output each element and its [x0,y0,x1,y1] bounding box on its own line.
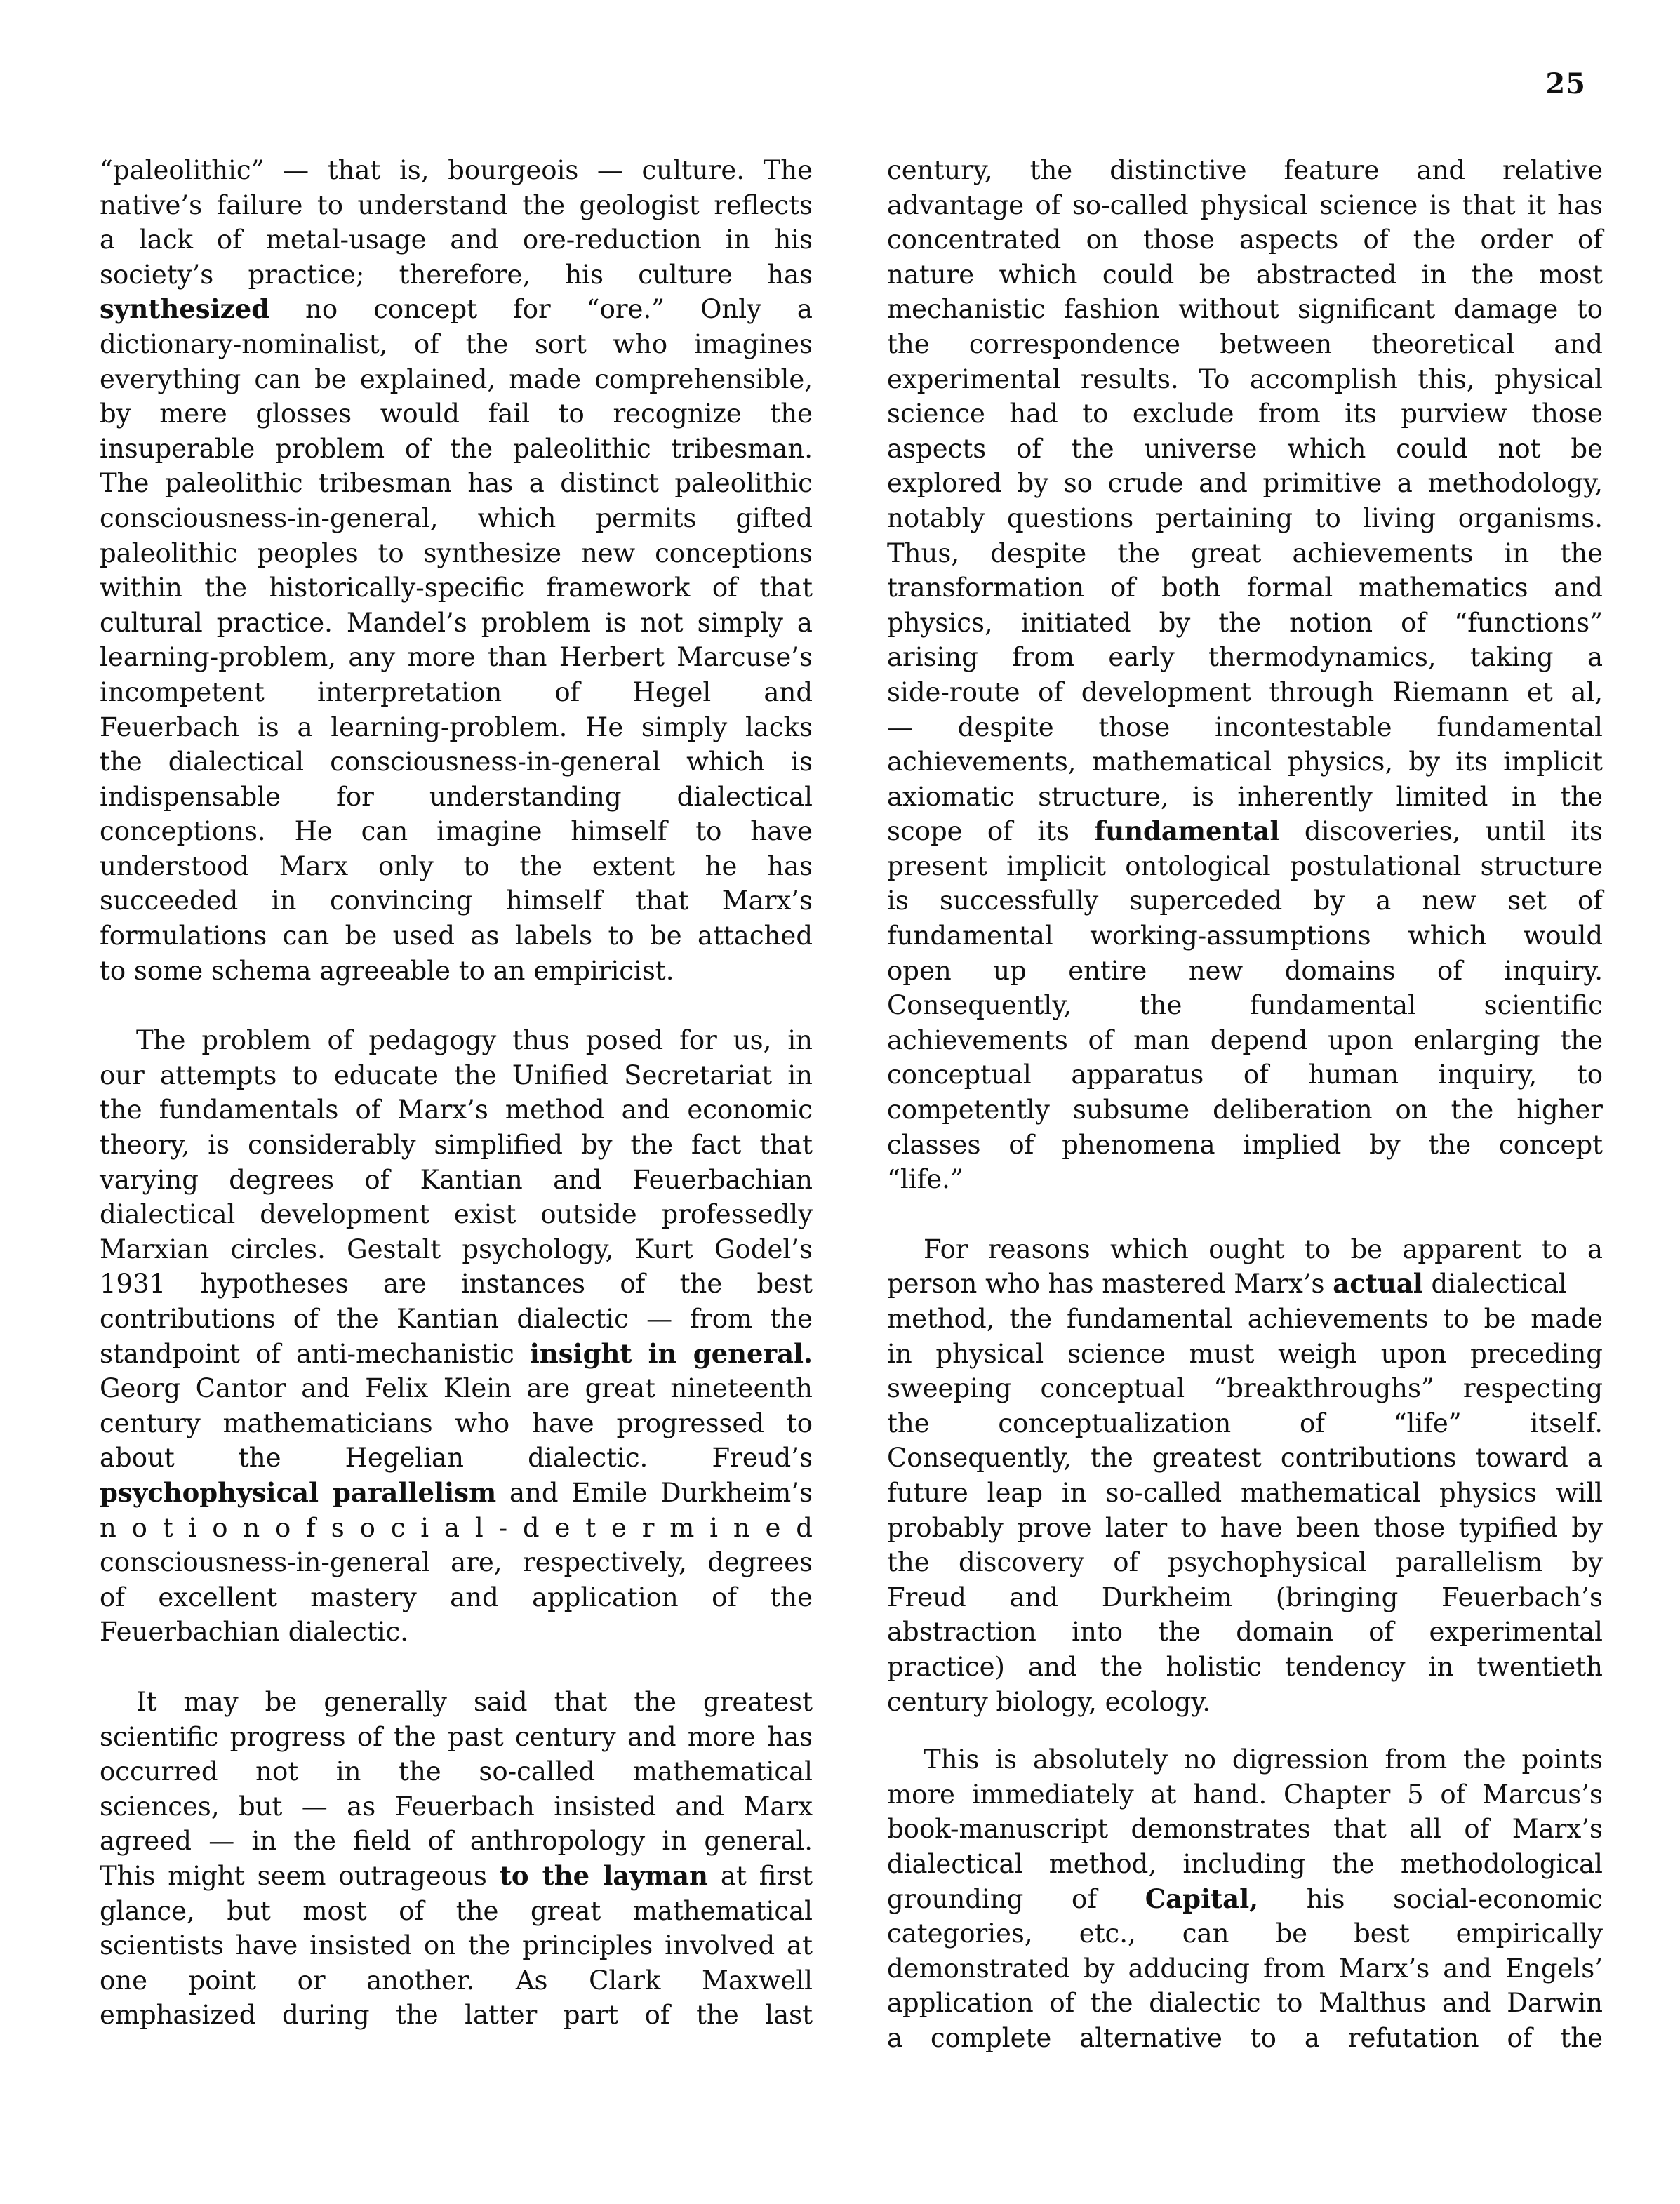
text-line [887,606,1603,641]
text-run: Marxian circles. Gestalt psychology, Kurt Godel’s [100,1234,813,1264]
text-line [887,222,1603,258]
text-line [100,1232,813,1267]
right-column [887,153,1603,2055]
text-run: consciousness-in-general are, respectively, degrees [100,1547,813,1578]
text-run: about the Hegelian dialectic. Freud’s [100,1443,813,1474]
text-line [887,1742,1603,1777]
text-run: This might seem outrageous [100,1860,500,1891]
text-line [887,1267,1603,1302]
text-line [100,1685,813,1720]
text-run: agreed — in the field of anthropology in general. [100,1826,813,1857]
text-line [100,1859,813,1894]
text-run: incompetent interpretation of Hegel and [100,676,813,707]
text-line [100,1894,813,1929]
text-line [887,501,1603,536]
text-line [887,1650,1603,1685]
text-run: Feuerbachian dialectic. [100,1617,408,1648]
text-run: mechanistic fashion without significant damage to [887,294,1603,325]
text-run: The paleolithic tribesman has a distinct paleolithic [100,468,813,499]
text-line [100,1824,813,1859]
text-run: succeeded in convincing himself that Marx’s [100,886,813,916]
text-line [100,292,813,327]
text-run: “life.” [887,1164,964,1195]
text-run: book-manuscript demonstrates that all of Marx’s [887,1814,1603,1845]
text-run: sweeping conceptual “breakthroughs” respecting [887,1373,1603,1404]
text-line [100,466,813,501]
text-run: of excellent mastery and application of the [100,1582,813,1612]
text-run: person who has mastered Marx’s [887,1269,1333,1300]
text-run: Consequently, the greatest contributions toward a [887,1443,1603,1474]
text-run: “paleolithic” — that is, bourgeois — culture. The [100,155,813,185]
text-line [887,2021,1603,2056]
text-line [100,1789,813,1824]
text-line [100,1998,813,2033]
text-line [100,919,813,954]
text-run: at first [707,1860,813,1891]
text-run: the fundamentals of Marx’s method and economic [100,1095,813,1126]
text-line [887,466,1603,501]
text-run: classes of phenomena implied by the concept [887,1129,1603,1160]
text-line [887,675,1603,710]
paragraph-gap [100,988,813,1023]
text-run: the conceptualization of “life” itself. [887,1408,1603,1438]
text-run: the dialectical consciousness-in-general which is [100,747,813,777]
bold-text: psychophysical parallelism [100,1476,497,1508]
text-line [887,327,1603,362]
text-line [100,258,813,293]
text-line [100,883,813,919]
text-line [887,536,1603,571]
text-line [100,744,813,780]
text-run: formulations can be used as labels to be attached [100,921,813,951]
text-line [100,606,813,641]
text-line [100,1023,813,1058]
text-line [887,292,1603,327]
text-line [887,919,1603,954]
text-run: achievements of man depend upon enlarging the [887,1024,1603,1055]
text-line [887,883,1603,919]
text-line [100,675,813,710]
text-line [887,954,1603,989]
text-line [887,1371,1603,1406]
text-run: explored by so crude and primitive a methodology, [887,468,1603,499]
paragraph [887,1742,1603,2055]
text-run: cultural practice. Mandel’s problem is not simply a [100,607,813,638]
text-run: Thus, despite the great achievements in the [887,537,1603,568]
text-run: arising from early thermodynamics, taking a [887,642,1603,673]
text-run: consciousness-in-general, which permits gifted [100,502,813,533]
text-run: the correspondence between theoretical and [887,328,1603,359]
text-run: a lack of metal-usage and ore-reduction in his [100,225,813,255]
text-line [100,222,813,258]
bold-text: to the layman [499,1859,708,1891]
text-line [887,1847,1603,1882]
text-run: in physical science must weigh upon preceding [887,1338,1603,1369]
text-run: contributions of the Kantian dialectic — from the [100,1304,813,1334]
text-run: dialectical development exist outside professedly [100,1199,813,1230]
text-line [100,1163,813,1198]
text-line [100,327,813,362]
text-run: discoveries, until its [1279,816,1603,847]
text-run: sciences, but — as Feuerbach insisted and Marx [100,1791,813,1822]
text-line [100,570,813,606]
text-line [100,710,813,745]
text-line [887,1777,1603,1812]
text-line [887,258,1603,293]
text-line [887,1406,1603,1441]
text-line [887,988,1603,1023]
text-line [887,1441,1603,1476]
text-run: Georg Cantor and Felix Klein are great nineteenth [100,1373,813,1404]
text-line [100,1928,813,1963]
text-run: Consequently, the fundamental scientific [887,990,1603,1021]
left-column [100,153,813,2033]
paragraph [100,153,813,988]
text-run: is successfully superceded by a new set of [887,886,1603,916]
text-run: side-route of development through Riemann et al, [887,676,1603,707]
text-line [100,1580,813,1615]
text-run: glance, but most of the great mathematical [100,1895,813,1926]
bold-text: actual [1333,1268,1423,1300]
text-run: grounding of [887,1883,1145,1914]
text-line [887,1615,1603,1650]
bold-text: insight in general. [529,1337,813,1369]
text-run: standpoint of anti-mechanistic [100,1338,530,1369]
text-run: n o t i o n o f s o c i a l - d e t e r m i n e d [100,1512,813,1543]
text-run: scientific progress of the past century and more has [100,1721,813,1752]
text-run: our attempts to educate the Unified Secretariat in [100,1060,813,1090]
page-number: 25 [1545,67,1586,100]
text-run: one point or another. As Clark Maxwell [100,1965,813,1996]
text-run: competently subsume deliberation on the higher [887,1095,1603,1126]
text-line [887,1951,1603,1986]
text-run: century, the distinctive feature and relative [887,155,1603,185]
paragraph [887,1232,1603,1719]
text-run: present implicit ontological postulational structure [887,850,1603,881]
text-line [887,1545,1603,1580]
text-run: categories, etc., can be best empirically [887,1918,1603,1949]
text-run: by mere glosses would fail to recognize the [100,399,813,429]
text-run: For reasons which ought to be apparent to a [924,1234,1603,1264]
text-run: scientists have insisted on the principles involved at [100,1930,813,1961]
text-run: abstraction into the domain of experimental [887,1617,1603,1648]
text-run: dialectical [1422,1269,1567,1300]
text-run: demonstrated by adducing from Marx’s and Engels’ [887,1953,1603,1984]
text-run: varying degrees of Kantian and Feuerbachian [100,1164,813,1195]
paragraph-gap [887,1719,1603,1742]
text-line [100,1406,813,1441]
text-run: dialectical method, including the methodological [887,1848,1603,1879]
text-run: century mathematicians who have progressed to [100,1408,813,1438]
text-run: emphasized during the latter part of the last [100,2000,813,2031]
text-run: indispensable for understanding dialectical [100,781,813,812]
text-line [887,1023,1603,1058]
text-line [887,570,1603,606]
text-run: occurred not in the so-called mathematical [100,1756,813,1787]
text-run: advantage of so-called physical science is that it has [887,189,1603,220]
text-line [887,1685,1603,1720]
text-line [887,1511,1603,1546]
text-line [887,1337,1603,1372]
text-line [100,814,813,849]
text-run: a complete alternative to a refutation of the [887,2022,1603,2053]
text-line [887,1093,1603,1128]
text-run: and Emile Durkheim’s [496,1477,813,1508]
text-line [100,501,813,536]
text-run: method, the fundamental achievements to be made [887,1304,1603,1334]
text-run: It may be generally said that the greatest [136,1686,813,1717]
text-line [887,710,1603,745]
text-run: This is absolutely no digression from the points [924,1744,1603,1775]
text-run: probably prove later to have been those typified by [887,1512,1603,1543]
text-run: learning-problem, any more than Herbert Marcuse’s [100,642,813,673]
text-line [887,1986,1603,2021]
text-run: theory, is considerably simplified by the fact that [100,1130,813,1161]
text-line [887,1128,1603,1163]
text-run: conceptions. He can imagine himself to have [100,816,813,847]
text-line [887,362,1603,397]
text-line [887,1476,1603,1511]
text-line [100,1963,813,1998]
text-line [887,1812,1603,1847]
text-run: insuperable problem of the paleolithic tribesman. [100,433,813,464]
text-run: open up entire new domains of inquiry. [887,955,1603,986]
text-line [100,362,813,397]
text-run: practice) and the holistic tendency in twentieth [887,1651,1603,1682]
text-line [887,153,1603,188]
text-line [887,780,1603,815]
text-run: dictionary-nominalist, of the sort who imagines [100,328,813,359]
text-run: concentrated on those aspects of the order of [887,225,1603,255]
bold-text: fundamental [1094,815,1280,847]
text-line [100,153,813,188]
text-line [100,536,813,571]
text-run: to some schema agreeable to an empiricist. [100,955,674,986]
text-run: physics, initiated by the notion of “functions” [887,607,1603,638]
text-line [100,1476,813,1511]
text-line [100,780,813,815]
text-line [887,1232,1603,1267]
text-line [100,188,813,223]
text-run: more immediately at hand. Chapter 5 of Marcus’s [887,1779,1603,1810]
text-run: no concept for “ore.” Only a [269,294,813,325]
text-run: scope of its [887,816,1095,847]
text-line [100,849,813,884]
text-line [100,1371,813,1406]
text-line [100,1267,813,1302]
text-line [100,1441,813,1476]
text-line [887,188,1603,223]
text-run: future leap in so-called mathematical physics will [887,1477,1603,1508]
text-line [887,1057,1603,1093]
text-line [887,1882,1603,1917]
text-run: 1931 hypotheses are instances of the best [100,1269,813,1300]
text-line [100,1511,813,1546]
text-run: aspects of the universe which could not be [887,433,1603,464]
text-line [100,396,813,432]
paragraph-gap [100,1650,813,1685]
paragraph [100,1685,813,2033]
paragraph [887,153,1603,1197]
text-line [887,432,1603,467]
text-line [887,1302,1603,1337]
text-line [100,1197,813,1232]
text-run: his social-economic [1258,1883,1603,1914]
text-line [887,640,1603,675]
text-run: native’s failure to understand the geologist reflects [100,189,813,220]
text-run: notably questions pertaining to living organisms. [887,502,1603,533]
text-run: nature which could be abstracted in the most [887,259,1603,290]
text-line [100,1058,813,1093]
text-run: fundamental working-assumptions which would [887,921,1603,951]
text-line [100,432,813,467]
text-line [887,396,1603,432]
text-line [100,954,813,989]
text-line [100,1720,813,1755]
text-run: experimental results. To accomplish this, physical [887,363,1603,394]
text-line [887,1916,1603,1951]
text-run: paleolithic peoples to synthesize new conceptions [100,537,813,568]
text-run: within the historically-specific framework of that [100,573,813,603]
text-run: the discovery of psychophysical parallelism by [887,1547,1603,1578]
text-run: understood Marx only to the extent he has [100,850,813,881]
text-line [100,640,813,675]
text-run: Freud and Durkheim (bringing Feuerbach’s [887,1582,1603,1612]
text-line [100,1615,813,1650]
text-line [887,744,1603,780]
text-run: The problem of pedagogy thus posed for us, in [136,1025,813,1056]
text-line [887,849,1603,884]
text-line [887,814,1603,849]
text-run: achievements, mathematical physics, by its implicit [887,747,1603,777]
text-line [100,1337,813,1372]
text-line [887,1580,1603,1615]
text-run: transformation of both formal mathematics and [887,573,1603,603]
text-line [100,1754,813,1789]
bold-text: Capital, [1145,1883,1259,1914]
text-line [100,1093,813,1128]
text-line [100,1545,813,1580]
text-line [100,1128,813,1163]
text-line [100,1302,813,1337]
text-run: everything can be explained, made comprehensible, [100,363,813,394]
text-run: conceptual apparatus of human inquiry, to [887,1060,1603,1090]
text-run: society’s practice; therefore, his culture has [100,259,813,290]
text-run: century biology, ecology. [887,1686,1211,1717]
paragraph-gap [887,1197,1603,1232]
paragraph [100,1023,813,1650]
text-run: application of the dialectic to Malthus and Darwin [887,1988,1603,2019]
text-run: science had to exclude from its purview those [887,399,1603,429]
text-run: Feuerbach is a learning-problem. He simply lacks [100,712,813,742]
text-run: axiomatic structure, is inherently limited in the [887,781,1603,812]
text-line [887,1162,1603,1197]
text-run: — despite those incontestable fundamental [887,712,1603,742]
bold-text: synthesized [100,293,270,325]
